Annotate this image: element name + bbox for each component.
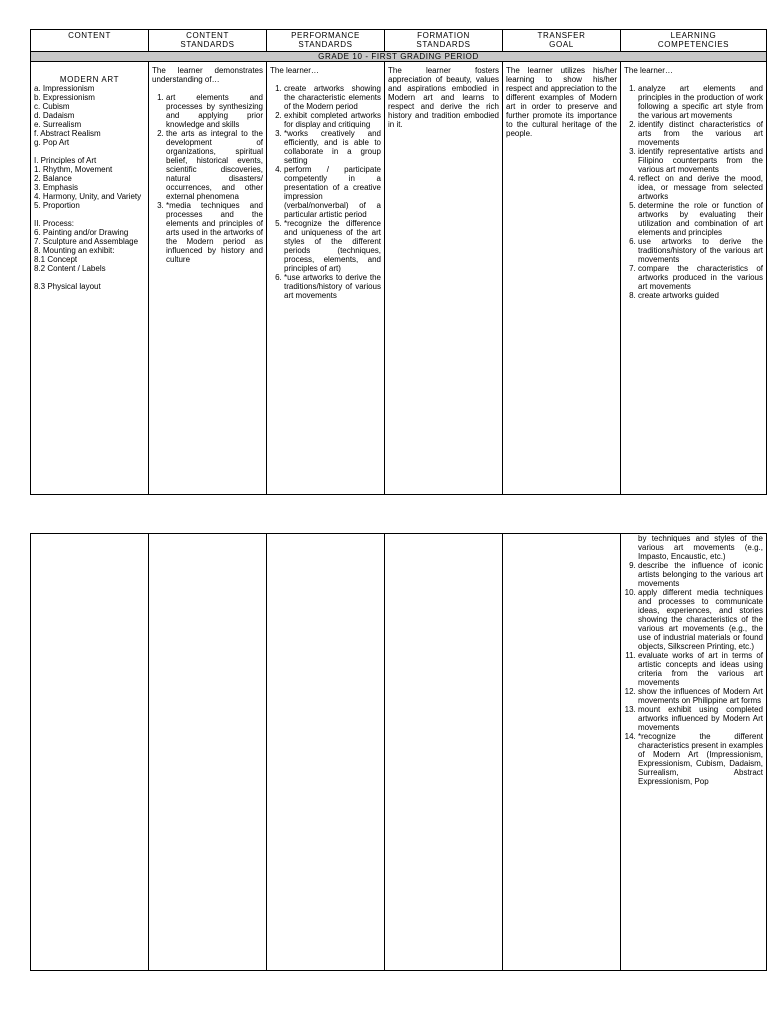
content-standard-item: 1. art elements and processes by synthesizing and applying prior knowledge and skills bbox=[166, 93, 263, 129]
performance-standard-item: 6. *use artworks to derive the traditions/history of various art movements bbox=[284, 273, 381, 300]
content-standards-cell bbox=[149, 62, 267, 495]
header-learning-competencies: LEARNING COMPETENCIES bbox=[621, 30, 767, 52]
performance-standards-list bbox=[270, 84, 381, 300]
performance-standard-item: 2. exhibit completed artworks for display and critiquing bbox=[284, 111, 381, 129]
content-cell bbox=[31, 62, 149, 495]
formation-standards-cell bbox=[385, 62, 503, 495]
header-content: CONTENT bbox=[31, 30, 149, 52]
performance-standards-cell-empty bbox=[267, 534, 385, 971]
grade-row bbox=[31, 52, 767, 62]
principle-item: 5. Proportion bbox=[34, 201, 80, 210]
learning-competency-item: 3. identify representative artists and Filipino counterparts from the various art movements bbox=[638, 147, 763, 174]
art-movement-item: g. Pop Art bbox=[34, 138, 70, 147]
principle-item: 3. Emphasis bbox=[34, 183, 79, 192]
content-standard-item: 3. *media techniques and processes and the elements and principles of arts used in the artworks of the Modern period as influenced by history and culture bbox=[166, 201, 263, 264]
principle-item: 4. Harmony, Unity, and Variety bbox=[34, 192, 142, 201]
learning-competency-item: 4. reflect on and derive the mood, idea, or message from selected artworks bbox=[638, 174, 763, 201]
content-row bbox=[31, 62, 767, 495]
art-movements-list bbox=[34, 84, 145, 147]
art-movement-item: f. Abstract Realism bbox=[34, 129, 101, 138]
formation-standards-text: The learner fosters appreciation of beauty, values and aspirations embodied in Modern art and learns to respect and derive the rich history and tradition embodied in it. bbox=[388, 66, 499, 129]
header-content-standards: CONTENT STANDARDS bbox=[149, 30, 267, 52]
learning-competency-item: 12. show the influences of Modern Art movements on Philippine art forms bbox=[638, 687, 763, 705]
art-movement-item: d. Dadaism bbox=[34, 111, 75, 120]
learning-competency-item: 2. identify distinct characteristics of arts from the various art movements bbox=[638, 120, 763, 147]
curriculum-table-page-2 bbox=[30, 533, 767, 971]
principles-heading: I. Principles of Art bbox=[34, 156, 97, 165]
principle-item: 1. Rhythm, Movement bbox=[34, 165, 113, 174]
performance-standard-item: 4. perform / participate competently in a presentation of a creative impression (verbal/nonverbal) of a particular artistic period bbox=[284, 165, 381, 219]
process-heading: II. Process: bbox=[34, 219, 75, 228]
performance-standard-item: 3. *works creatively and efficiently, and is able to collaborate in a group setting bbox=[284, 129, 381, 165]
learning-competencies-intro: The learner… bbox=[624, 66, 673, 75]
competency-continuation: by techniques and styles of the various art movements (e.g., Impasto, Encaustic, etc.) bbox=[638, 534, 763, 561]
principle-item: 2. Balance bbox=[34, 174, 72, 183]
learning-competency-item: 7. compare the characteristics of artworks produced in the various art movements bbox=[638, 264, 763, 291]
header-row bbox=[31, 30, 767, 52]
content-cell-empty bbox=[31, 534, 149, 971]
process-item: 8. Mounting an exhibit: bbox=[34, 246, 115, 255]
art-movement-item: c. Cubism bbox=[34, 102, 70, 111]
performance-standards-intro: The learner… bbox=[270, 66, 319, 75]
process-item: 8.3 Physical layout bbox=[34, 282, 101, 291]
art-movement-item: b. Expressionism bbox=[34, 93, 95, 102]
process-item: 8.1 Concept bbox=[34, 255, 78, 264]
learning-competencies-cell-continued bbox=[621, 534, 767, 971]
learning-competency-item: 13. mount exhibit using completed artworks influenced by Modern Art movements bbox=[638, 705, 763, 732]
process-list bbox=[34, 228, 145, 273]
grade-label: GRADE 10 - FIRST GRADING PERIOD bbox=[31, 52, 767, 62]
content-row-continued bbox=[31, 534, 767, 971]
header-transfer-goal: TRANSFER GOAL bbox=[503, 30, 621, 52]
transfer-goal-cell-empty bbox=[503, 534, 621, 971]
performance-standard-item: 1. create artworks showing the characteristic elements of the Modern period bbox=[284, 84, 381, 111]
art-movement-item: a. Impressionism bbox=[34, 84, 95, 93]
content-standards-list bbox=[152, 93, 263, 264]
content-title: MODERN ART bbox=[59, 75, 120, 84]
learning-competencies-cell bbox=[621, 62, 767, 495]
process-item: 7. Sculpture and Assemblage bbox=[34, 237, 139, 246]
transfer-goal-cell bbox=[503, 62, 621, 495]
learning-competencies-list bbox=[624, 84, 763, 300]
learning-competency-item: 5. determine the role or function of artworks by evaluating their utilization and combination of art elements and principles bbox=[638, 201, 763, 237]
learning-competency-item: 10. apply different media techniques and processes to communicate ideas, experiences, and stories showing the characteristics of the various art movements (e.g., the use of industrial materials or found objects, Silkscreen Printing, etc.) bbox=[638, 588, 763, 651]
curriculum-table-page-1 bbox=[30, 29, 767, 495]
content-standards-cell-empty bbox=[149, 534, 267, 971]
principles-list bbox=[34, 165, 145, 210]
learning-competency-item: 14. *recognize the different characteristics present in examples of Modern Art (Impressionism, Expressionism, Cubism, Dadaism, Surrealism, Abstract Expressionism, Pop bbox=[638, 732, 763, 786]
content-standard-item: 2. the arts as integral to the development of organizations, spiritual belief, historical events, scientific discoveries, natural disasters/ occurrences, and other external phenomena bbox=[166, 129, 263, 201]
learning-competencies-list-continued bbox=[624, 561, 763, 786]
learning-competency-item: 9. describe the influence of iconic artists belonging to the various art movements bbox=[638, 561, 763, 588]
performance-standard-item: 5. *recognize the difference and uniqueness of the art styles of the different periods (techniques, process, elements, and principles of art) bbox=[284, 219, 381, 273]
process-item: 6. Painting and/or Drawing bbox=[34, 228, 129, 237]
content-standards-intro: The learner demonstrates understanding of… bbox=[152, 66, 263, 84]
learning-competency-item: 11. evaluate works of art in terms of artistic concepts and ideas using criteria from the various art movements bbox=[638, 651, 763, 687]
learning-competency-item: 8. create artworks guided bbox=[638, 291, 763, 300]
transfer-goal-text: The learner utilizes his/her learning to show his/her respect and appreciation to the different examples of Modern art in order to preserve and further promote its importance to the cultural heritage of the people. bbox=[506, 66, 617, 138]
header-formation-standards: FORMATION STANDARDS bbox=[385, 30, 503, 52]
art-movement-item: e. Surrealism bbox=[34, 120, 82, 129]
header-performance-standards: PERFORMANCE STANDARDS bbox=[267, 30, 385, 52]
learning-competency-item: 1. analyze art elements and principles in the production of work following a specific art style from the various art movements bbox=[638, 84, 763, 120]
formation-standards-cell-empty bbox=[385, 534, 503, 971]
performance-standards-cell bbox=[267, 62, 385, 495]
learning-competency-item: 6. use artworks to derive the traditions/history of the various art movements bbox=[638, 237, 763, 264]
process-item: 8.2 Content / Labels bbox=[34, 264, 106, 273]
